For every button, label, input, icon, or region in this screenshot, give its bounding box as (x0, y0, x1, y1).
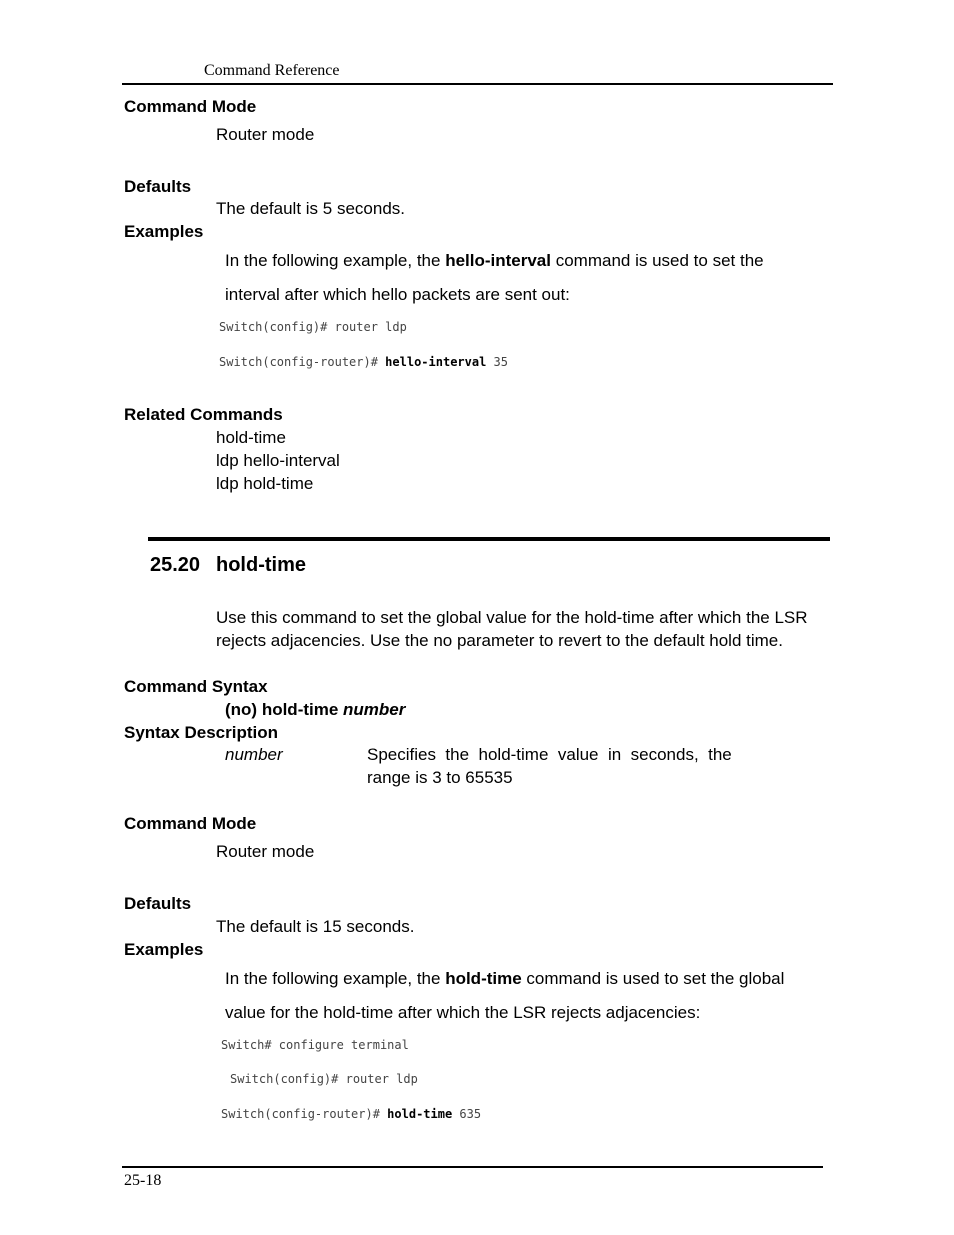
code-line: Switch(config)# router ldp (219, 320, 407, 334)
footer-rule (122, 1166, 823, 1168)
related-commands-heading: Related Commands (124, 405, 283, 424)
code-arg: 35 (486, 355, 509, 369)
code-prompt: Switch(config-router)# (219, 355, 386, 369)
parameter-description-line1: Specifies the hold-time value in seconds, the (367, 745, 732, 764)
defaults-heading: Defaults (124, 177, 192, 196)
examples-heading: Examples (124, 222, 204, 241)
command-syntax-heading: Command Syntax (124, 677, 268, 696)
examples-heading: Examples (124, 940, 204, 959)
parameter-name: number (225, 745, 283, 764)
page-number: 25-18 (124, 1172, 162, 1189)
example-paragraph-line2: value for the hold-time after which the LSR rejects adjacencies: (225, 1003, 701, 1022)
code-arg: 635 (452, 1107, 482, 1121)
defaults-heading: Defaults (124, 894, 192, 913)
code-line: Switch# configure terminal (221, 1038, 409, 1052)
example-text: In the following example, the (225, 969, 446, 988)
defaults-text: The default is 15 seconds. (216, 917, 415, 936)
syntax-description-heading: Syntax Description (124, 723, 278, 742)
example-command: hold-time (445, 969, 522, 988)
syntax-parameter: number (343, 700, 406, 719)
parameter-description-line2: range is 3 to 65535 (367, 768, 513, 787)
command-mode-heading: Command Mode (124, 814, 257, 833)
example-text: command is used to set the global (521, 969, 785, 988)
defaults-text: The default is 5 seconds. (216, 199, 406, 218)
section-number: 25.20 (150, 554, 201, 576)
code-line (221, 1107, 481, 1121)
command-mode-heading: Command Mode (124, 97, 257, 116)
section-description-line1: Use this command to set the global value for the hold-time after which the LSR (216, 608, 808, 627)
related-command-item: ldp hello-interval (216, 451, 340, 470)
example-text: In the following example, the (225, 251, 446, 270)
syntax-command: (no) hold-time (225, 700, 344, 719)
code-line (219, 355, 508, 369)
section-rule (148, 537, 830, 541)
command-syntax (225, 700, 405, 720)
example-paragraph-line2: interval after which hello packets are sent out: (225, 285, 570, 304)
command-mode-text: Router mode (216, 842, 315, 861)
code-line: Switch(config)# router ldp (230, 1072, 418, 1086)
section-description-line2: rejects adjacencies. Use the no parameter to revert to the default hold time. (216, 631, 783, 650)
running-header: Command Reference (204, 62, 340, 79)
code-command: hold-time (387, 1107, 453, 1121)
example-command: hello-interval (445, 251, 551, 270)
example-text: command is used to set the (551, 251, 764, 270)
related-command-item: ldp hold-time (216, 474, 314, 493)
header-rule (122, 83, 833, 85)
code-prompt: Switch(config-router)# (221, 1107, 388, 1121)
related-command-item: hold-time (216, 428, 286, 447)
example-paragraph-line1 (225, 969, 784, 989)
code-command: hello-interval (385, 355, 487, 369)
command-mode-text: Router mode (216, 125, 315, 144)
example-paragraph-line1 (225, 251, 764, 271)
section-title: hold-time (216, 554, 306, 576)
